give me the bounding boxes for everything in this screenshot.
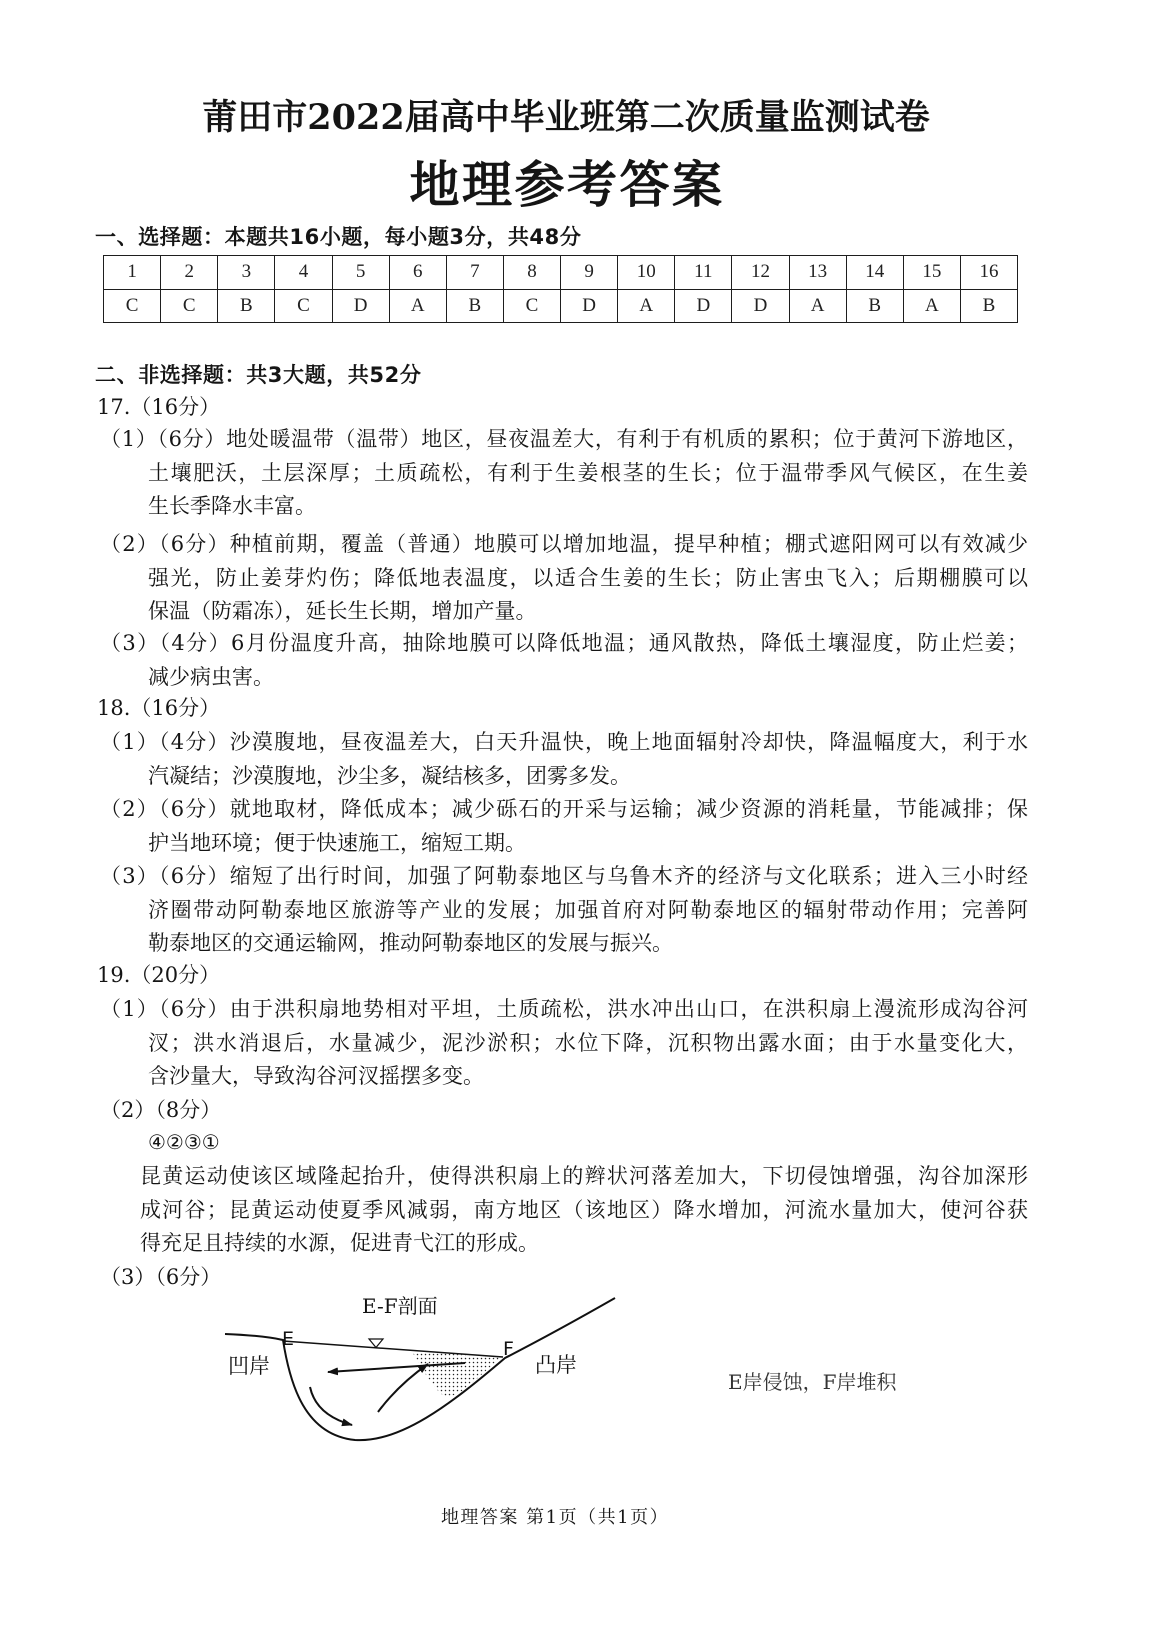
answer-line <box>100 726 1028 760</box>
page-footer: 地理答案 第1页（共1页） <box>440 1507 670 1528</box>
point-e-label: E <box>282 1328 295 1350</box>
answer-text: 沙漠腹地，昼夜温差大，白天升温快，晚上地面辐射冷却快，降温幅度大，利于水 <box>229 730 1028 754</box>
answer-line <box>100 423 1028 457</box>
answer-cell: B <box>846 289 903 323</box>
document-title: 莆田市2022届高中毕业班第二次质量监测试卷 <box>202 97 930 138</box>
answer-line: 成河谷；昆黄运动使夏季风减弱，南方地区（该地区）降水增加，河流水量加大，使河谷获 <box>140 1197 1028 1222</box>
point-f-label: F <box>503 1338 514 1360</box>
answer-line: 昆黄运动使该区域隆起抬升，使得洪积扇上的辫状河落差加大，下切侵蚀增强，沟谷加深形 <box>140 1164 1028 1188</box>
answer-text: 种植前期，覆盖（普通）地膜可以增加地温，提早种植；棚式遮阳网可以有效减少 <box>229 532 1028 556</box>
answer-line: 土壤肥沃，土层深厚；土质疏松，有利于生姜根茎的生长；位于温带季风气候区，在生姜 <box>148 460 1028 485</box>
question-19-label: 19.（20分） <box>97 963 221 987</box>
answer-cell: A <box>789 289 846 323</box>
diagram-title: E-F剖面 <box>362 1294 438 1318</box>
answer-text: 缩短了出行时间，加强了阿勒泰地区与乌鲁木齐的经济与文化联系；进入三小时经 <box>229 864 1028 888</box>
answer-line: 护当地环境；便于快速施工，缩短工期。 <box>148 830 526 855</box>
part-prefix: （3）（4分） <box>100 631 231 655</box>
answer-line: 济圈带动阿勒泰地区旅游等产业的发展；加强首府对阿勒泰地区的辐射带动作用；完善阿 <box>148 897 1028 922</box>
answer-line: 保温（防霜冻），延长生长期，增加产量。 <box>148 599 537 623</box>
question-number-cell: 16 <box>960 256 1017 290</box>
answer-line: 减少病虫害。 <box>148 664 274 689</box>
question-number-cell: 3 <box>218 256 275 290</box>
q18-part-3 <box>100 860 1028 961</box>
section-heading-choice: 一、选择题：本题共16小题，每小题3分，共48分 <box>95 225 582 249</box>
answer-line <box>100 860 1028 894</box>
diagram-conclusion: E岸侵蚀，F岸堆积 <box>728 1370 897 1394</box>
question-number-cell: 13 <box>789 256 846 290</box>
q19-part-2-prefix: （2）（8分） <box>100 1098 222 1122</box>
answer-line: 汽凝结；沙漠腹地，沙尘多，凝结核多，团雾多发。 <box>148 763 631 788</box>
part-prefix: （1）（6分） <box>100 427 227 451</box>
answer-cell: C <box>104 289 161 323</box>
part-prefix: （3）（6分） <box>100 864 230 888</box>
question-number-cell: 8 <box>503 256 560 290</box>
answer-cell: C <box>161 289 218 323</box>
water-surface-line <box>283 1341 503 1357</box>
answer-line <box>100 793 1028 827</box>
answer-cell: D <box>561 289 618 323</box>
question-number-cell: 2 <box>161 256 218 290</box>
question-number-cell: 15 <box>903 256 960 290</box>
answer-cell: A <box>618 289 675 323</box>
q19-part-3-prefix: （3）（6分） <box>100 1265 222 1289</box>
question-number-cell: 1 <box>104 256 161 290</box>
question-17-label: 17.（16分） <box>97 395 221 419</box>
q17-part-2 <box>100 528 1028 629</box>
answer-line <box>100 627 1028 661</box>
concave-bank-label: 凹岸 <box>228 1354 270 1378</box>
answer-text: 就地取材，降低成本；减少砾石的开采与运输；减少资源的消耗量，节能减排；保 <box>229 797 1028 821</box>
section-heading-open: 二、非选择题：共3大题，共52分 <box>95 363 422 387</box>
q17-part-3 <box>100 627 1028 694</box>
answer-line: 汊；洪水消退后，水量减少，泥沙淤积；水位下降，沉积物出露水面；由于水量变化大， <box>148 1030 1028 1055</box>
answer-text: 地处暖温带（温带）地区，昼夜温差大，有利于有机质的累积；位于黄河下游地区， <box>226 427 1028 451</box>
answer-cell: B <box>446 289 503 323</box>
water-level-triangle-icon <box>369 1339 383 1348</box>
question-number-cell: 12 <box>732 256 789 290</box>
part-prefix: （1）（6分） <box>100 997 230 1021</box>
ascending-flow-arrow <box>378 1364 428 1412</box>
question-number-cell: 14 <box>846 256 903 290</box>
answer-line: 强光，防止姜芽灼伤；降低地表温度，以适合生姜的生长；防止害虫飞入；后期棚膜可以 <box>148 565 1028 590</box>
question-number-cell: 10 <box>618 256 675 290</box>
answer-line: 含沙量大，导致沟谷河汊摇摆多变。 <box>148 1064 484 1088</box>
q18-part-2 <box>100 793 1028 860</box>
q18-part-1 <box>100 726 1028 793</box>
answer-text: 6月份温度升高，抽除地膜可以降低地温；通风散热，降低土壤湿度，防止烂姜； <box>230 631 1028 655</box>
document-subtitle: 地理参考答案 <box>409 155 725 214</box>
answer-cell: A <box>389 289 446 323</box>
question-number-row <box>104 256 1018 290</box>
question-number-cell: 11 <box>675 256 732 290</box>
choice-answer-table <box>103 255 1018 323</box>
answer-line <box>100 993 1028 1027</box>
answer-row <box>104 289 1018 323</box>
part-prefix: （2）（6分） <box>100 797 230 821</box>
answer-cell: D <box>332 289 389 323</box>
ef-profile-diagram <box>200 1285 660 1455</box>
answer-line: 勒泰地区的交通运输网，推动阿勒泰地区的发展与振兴。 <box>148 931 673 955</box>
question-number-cell: 9 <box>561 256 618 290</box>
question-number-cell: 6 <box>389 256 446 290</box>
answer-text: 由于洪积扇地势相对平坦，土质疏松，洪水冲出山口，在洪积扇上漫流形成沟谷河 <box>229 997 1028 1021</box>
question-18-label: 18.（16分） <box>97 696 221 720</box>
q19-part-2-sequence: ④②③① <box>148 1130 220 1154</box>
answer-cell: D <box>732 289 789 323</box>
question-number-cell: 4 <box>275 256 332 290</box>
descending-flow-arrow <box>310 1387 352 1425</box>
answer-cell: B <box>218 289 275 323</box>
answer-cell: A <box>903 289 960 323</box>
answer-cell: C <box>275 289 332 323</box>
part-prefix: （1）（4分） <box>100 730 230 754</box>
answer-cell: D <box>675 289 732 323</box>
q19-part-1 <box>100 993 1028 1094</box>
answer-cell: B <box>960 289 1017 323</box>
answer-line: 得充足且持续的水源，促进青弋江的形成。 <box>140 1231 539 1255</box>
question-number-cell: 7 <box>446 256 503 290</box>
answer-line: 生长季降水丰富。 <box>148 494 316 518</box>
part-prefix: （2）（6分） <box>100 532 230 556</box>
answer-line <box>100 528 1028 562</box>
q17-part-1 <box>100 423 1028 524</box>
answer-cell: C <box>503 289 560 323</box>
question-number-cell: 5 <box>332 256 389 290</box>
convex-bank-label: 凸岸 <box>535 1353 577 1377</box>
q19-part-2-explanation <box>140 1160 1028 1261</box>
